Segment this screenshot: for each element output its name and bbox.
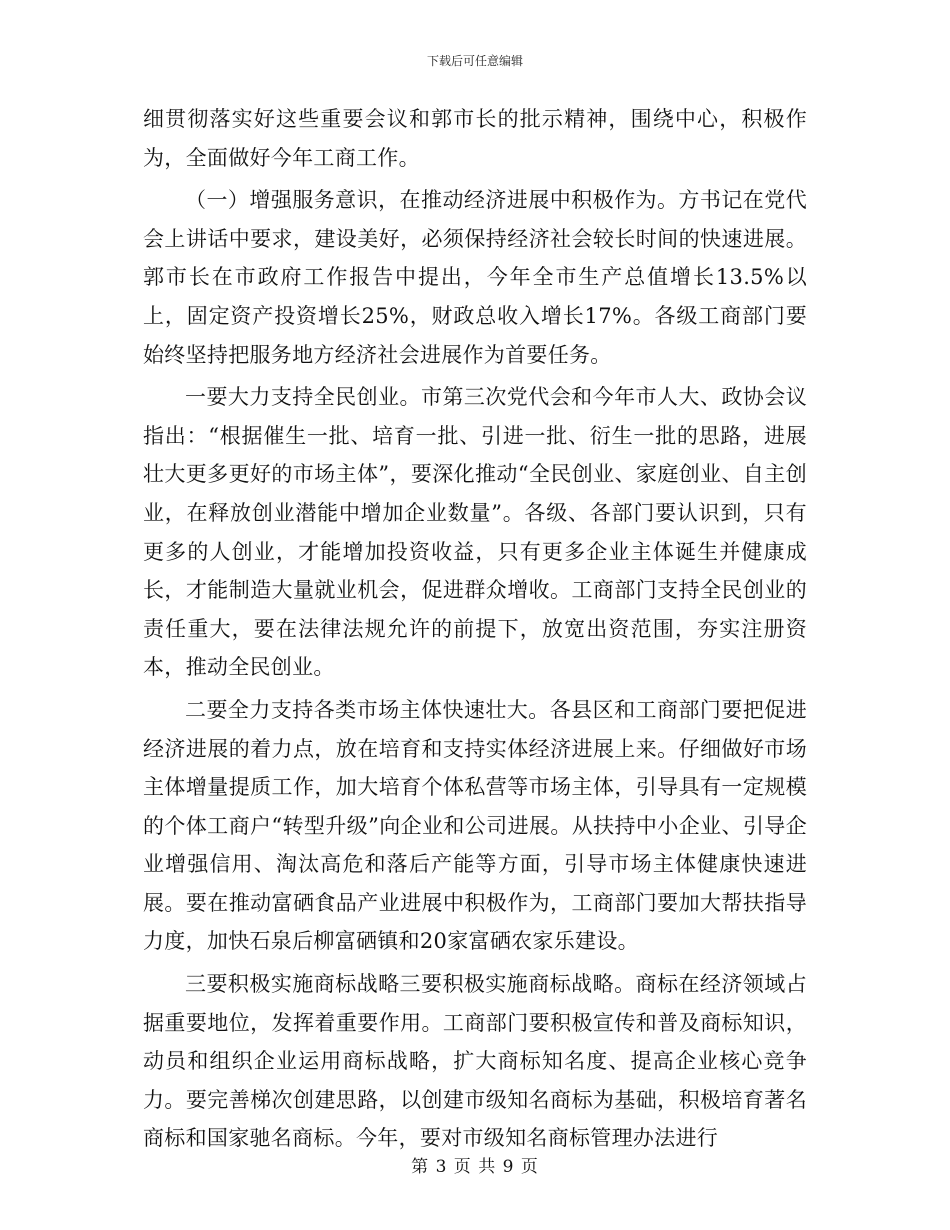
paragraph-point-two: 二要全力支持各类市场主体快速壮大。各县区和工商部门要把促进经济进展的着力点，放在培育和支持实体经济进展上来。仔细做好市场主体增量提质工作，加大培育个体私营等市场主体，引导具有一定规模的个体工商户“转型升级”向企业和公司进展。从扶持中小企业、引导企业增强信用、淘汰高危和落后产能等方面，引导市场主体健康快速进展。要在推动富硒食品产业进展中积极作为，工商部门要加大帮扶指导力度，加快石泉后柳富硒镇和20家富硒农家乐建设。 — [143, 697, 807, 954]
paragraph-continuation: 细贯彻落实好这些重要会议和郭市长的批示精神，围绕中心，积极作为，全面做好今年工商工作。 — [143, 107, 807, 170]
document-body — [143, 100, 807, 1162]
page-number-footer: 第 3 页 共 9 页 — [411, 1157, 539, 1177]
paragraph-section-one: （一）增强服务意识，在推动经济进展中积极作为。方书记在党代会上讲话中要求，建设美好，必须保持经济社会较长时间的快速进展。郭市长在市政府工作报告中提出，今年全市生产总值增长13.5%以上，固定资产投资增长25%，财政总收入增长17%。各级工商部门要始终坚持把服务地方经济社会进展作为首要任务。 — [143, 188, 807, 367]
paragraph-point-one: 一要大力支持全民创业。市第三次党代会和今年市人大、政协会议指出：“根据催生一批、培育一批、引进一批、衍生一批的思路，进展壮大更多更好的市场主体”，要深化推动“全民创业、家庭创业、自主创业，在释放创业潜能中增加企业数量”。各级、各部门要认识到，只有更多的人创业，才能增加投资收益，只有更多企业主体诞生并健康成长，才能制造大量就业机会，促进群众增收。工商部门支持全民创业的责任重大，要在法律法规允许的前提下，放宽出资范围，夯实注册资本，推动全民创业。 — [143, 385, 807, 680]
paragraph-point-three: 三要积极实施商标战略三要积极实施商标战略。商标在经济领域占据重要地位，发挥着重要作用。工商部门要积极宣传和普及商标知识，动员和组织企业运用商标战略，扩大商标知名度、提高企业核心竞争力。要完善梯次创建思路，以创建市级知名商标为基础，积极培育著名商标和国家驰名商标。今年，要对市级知名商标管理办法进行 — [143, 972, 807, 1151]
page-header: 下载后可任意编辑 — [426, 54, 523, 68]
